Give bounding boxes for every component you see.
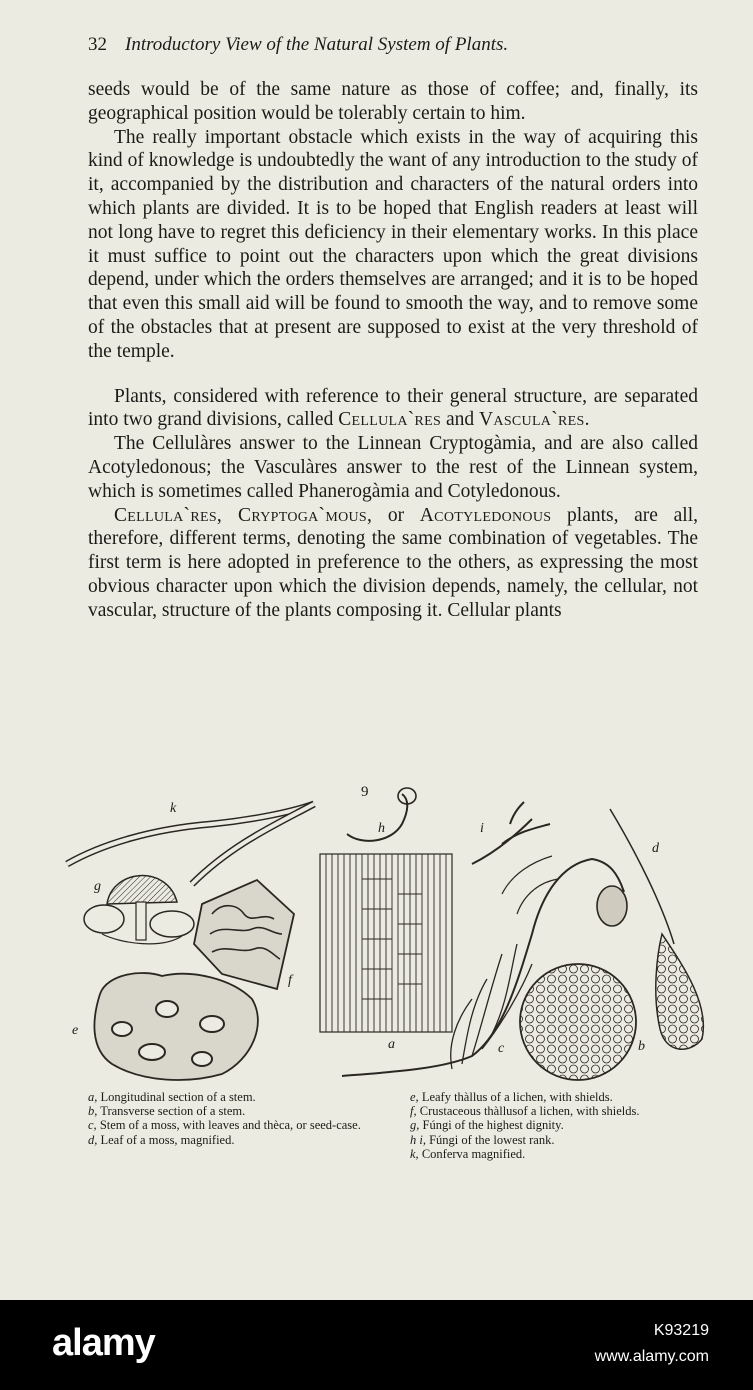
figure-label-e: e xyxy=(72,1023,79,1038)
term-acotyledonous: Acotyledonous xyxy=(419,504,552,526)
image-id: K93219 xyxy=(653,1322,709,1339)
captions-right xyxy=(410,1090,710,1161)
paragraph-5-text-a: or xyxy=(372,504,420,526)
captions-left xyxy=(88,1090,388,1147)
body-text xyxy=(88,78,698,623)
term-cellulares-cryptogamous: Cellula`res, Cryptoga`mous, xyxy=(114,504,373,526)
caption-k: k, Conferva magnified. xyxy=(410,1146,526,1161)
paragraph-3-text-c: . xyxy=(584,409,590,431)
lichen-f-drawing xyxy=(194,880,294,989)
alamy-logo: alamy xyxy=(52,1322,155,1364)
conferva-drawing xyxy=(67,804,314,884)
botanical-illustration xyxy=(62,784,712,1084)
site-url: www.alamy.com xyxy=(594,1348,709,1365)
caption-g: g, Fúngi of the highest dignity. xyxy=(410,1118,564,1133)
figure-number: 9 xyxy=(361,784,369,800)
figure-label-b: b xyxy=(638,1039,645,1054)
caption-b: b, Transverse section of a stem. xyxy=(88,1104,246,1119)
term-cellulares: Cellula`res xyxy=(338,409,442,431)
term-vasculares: Vascula`res xyxy=(479,409,585,431)
page-number: 32 xyxy=(88,34,107,55)
running-header xyxy=(88,34,698,56)
running-title: Introductory View of the Natural System of Plants. xyxy=(125,34,509,55)
paragraph-2: The really important obstacle which exists in the way of acquiring this kind of knowledge is undoubtedly the want of any introduction to the study of it, accompanied by the distribution and characters of the natural orders into which plants are divided. It is to be hoped that English readers at least will not long have to regret this deficiency in their elementary works. In this place it must suffice to point out the characters upon which the great divisions depend, under which the orders themselves are arranged; and it is to be hoped that even this small aid will be found to smooth the way, and to remove some of the obstacles that at present are supposed to exist at the very threshold of the temple. xyxy=(88,126,698,362)
stock-footer-bar xyxy=(0,1300,753,1390)
caption-a: a, Longitudinal section of a stem. xyxy=(88,1090,256,1104)
figure-9 xyxy=(62,784,712,1084)
paragraph-4: The Cellulàres answer to the Linnean Cryptogàmia, and are also called Acotyledonous; the Vasculàres answer to the rest of the Linnean system, which is sometimes called Phanerogàmia and Cotyledonous. xyxy=(88,433,698,502)
paragraph-5 xyxy=(88,504,698,623)
paragraph-5-text-b: plants, are all, therefore, different terms, denoting the same combination of vegetables. The first term is here adopted in preference to the others, as expressing the most obvious character upon which the division depends, namely, the cellular, not vascular, structure of the plants composing it. Cellular plants xyxy=(88,504,698,621)
figure-label-a: a xyxy=(388,1037,395,1052)
figure-label-i: i xyxy=(480,821,484,836)
lichen-e-drawing xyxy=(94,973,257,1080)
caption-f: f, Crustaceous thàllusof a lichen, with shields. xyxy=(410,1104,640,1119)
figure-label-f: f xyxy=(288,973,292,988)
figure-label-d: d xyxy=(652,841,659,856)
figure-label-c: c xyxy=(498,1041,505,1056)
caption-c: c, Stem of a moss, with leaves and thèca, or seed-case. xyxy=(88,1118,361,1133)
stem-section-a-drawing xyxy=(320,854,452,1032)
paragraph-1: seeds would be of the same nature as those of coffee; and, finally, its geographical position would be tolerably certain to him. xyxy=(88,79,698,124)
stem-section-b-drawing xyxy=(520,964,636,1080)
paragraph-3 xyxy=(88,385,698,433)
caption-d: d, Leaf of a moss, magnified. xyxy=(88,1132,235,1147)
caption-e: e, Leafy thàllus of a lichen, with shields. xyxy=(410,1090,613,1104)
caption-hi: h i, Fúngi of the lowest rank. xyxy=(410,1132,555,1147)
paragraph-3-text-a: Plants, considered with reference to their general structure, are separated into two grand divisions, called xyxy=(88,385,698,431)
figure-label-k: k xyxy=(170,801,177,816)
paragraph-3-text-b: and xyxy=(441,409,480,431)
figure-label-g: g xyxy=(94,879,101,894)
figure-label-h: h xyxy=(378,821,385,836)
